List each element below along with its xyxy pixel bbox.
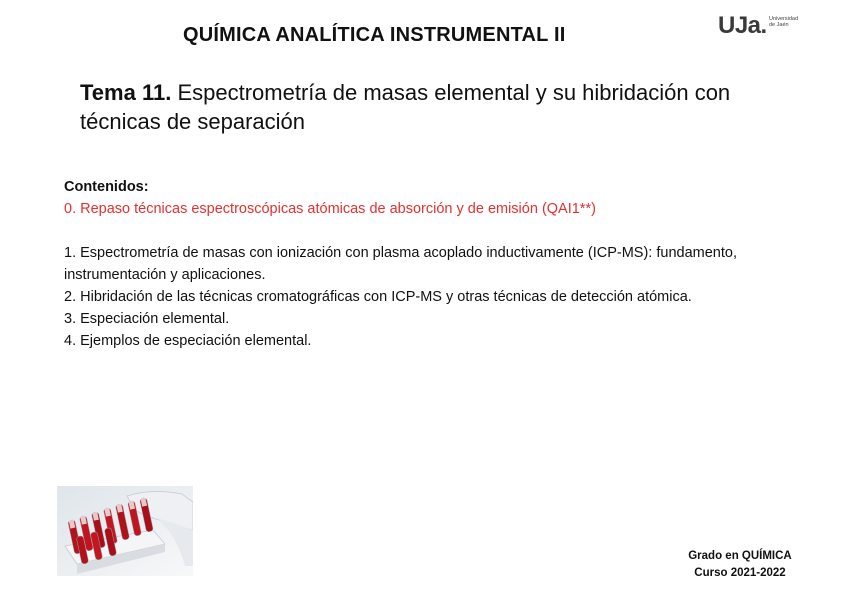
contents-review-item: 0. Repaso técnicas espectroscópicas atómicas de absorción y de emisión (QAI1**) <box>64 201 596 217</box>
footer <box>620 548 848 582</box>
blood-sample-tubes-photo <box>57 486 193 576</box>
contents-heading: Contenidos: <box>64 179 149 195</box>
university-logo <box>718 14 808 42</box>
footer-degree: Grado en QUÍMICA <box>688 550 792 562</box>
logo-subtitle-line1: Universidad <box>769 16 799 22</box>
contents-item-1: 1. Espectrometría de masas con ionización con plasma acoplado inductivamente (ICP-MS): fundamento, instrumentación y aplicaciones. <box>64 245 737 283</box>
topic-heading <box>80 78 800 136</box>
topic-label: Tema 11. <box>80 80 172 105</box>
footer-course-year: Curso 2021-2022 <box>694 567 786 579</box>
contents-section <box>64 176 804 352</box>
course-title: QUÍMICA ANALÍTICA INSTRUMENTAL II <box>183 24 566 46</box>
tubes-illustration <box>57 486 193 576</box>
contents-item-2: 2. Hibridación de las técnicas cromatográficas con ICP-MS y otras técnicas de detección atómica. <box>64 289 692 305</box>
logo-subtitle <box>769 16 809 28</box>
logo-subtitle-line2: de Jaén <box>769 22 789 28</box>
contents-spacer <box>64 220 804 242</box>
topic-title: Espectrometría de masas elemental y su hibridación con técnicas de separación <box>80 80 731 134</box>
logo-letters: UJa. <box>718 12 767 39</box>
contents-item-3: 3. Especiación elemental. <box>64 311 230 327</box>
contents-item-4: 4. Ejemplos de especiación elemental. <box>64 333 312 349</box>
